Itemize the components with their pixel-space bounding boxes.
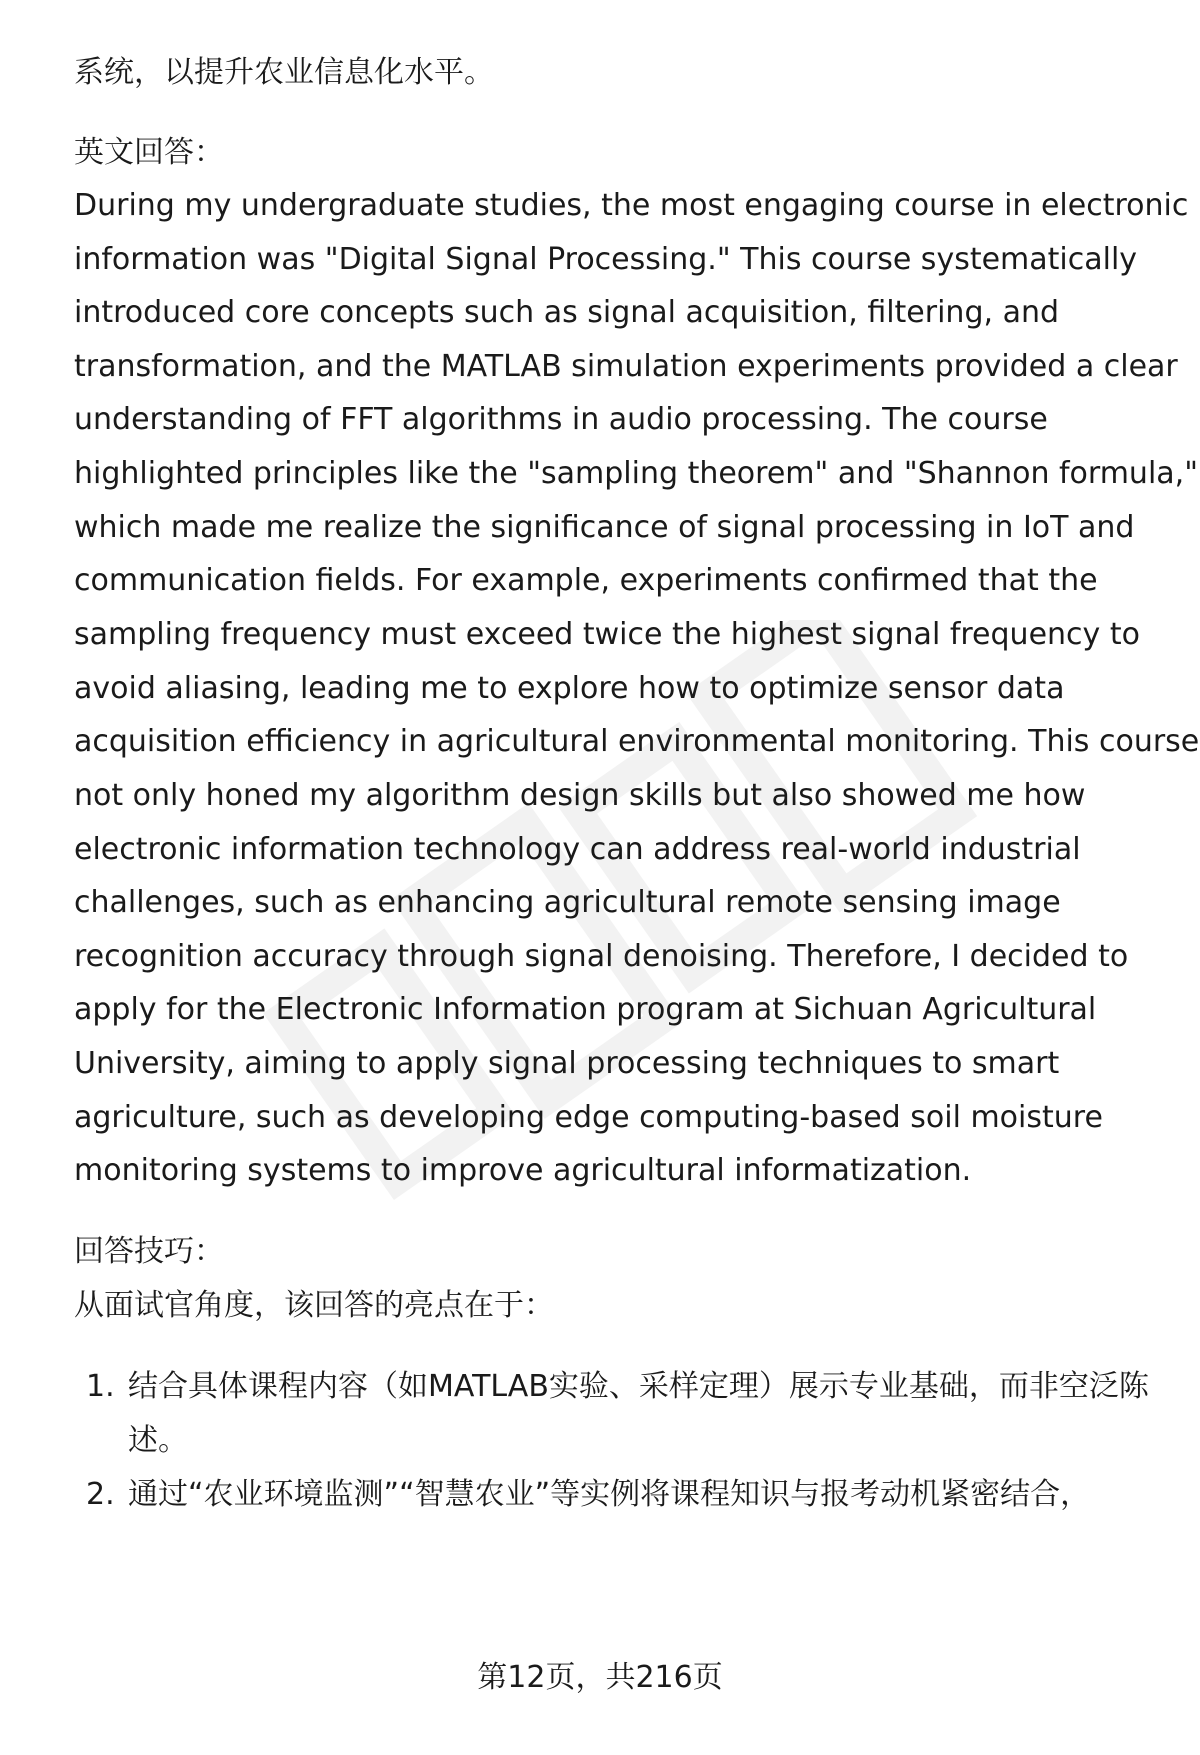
list-item-text-line: 结合具体课程内容（如MATLAB实验、采样定理）展示专业基础，而非空泛陈 [128, 1369, 1149, 1404]
paragraph-line: During my undergraduate studies, the most engaging course in electronic [74, 188, 1189, 223]
paragraph-line: which made me realize the significance of signal processing in IoT and [74, 510, 1135, 545]
paragraph-line: information was "Digital Signal Processing." This course systematically [74, 242, 1138, 277]
paragraph-line: understanding of FFT algorithms in audio processing. The course [74, 402, 1048, 437]
intro-tail-text: 系统，以提升农业信息化水平。 [74, 55, 494, 90]
paragraph-line: electronic information technology can address real-world industrial [74, 832, 1081, 867]
paragraph-line: transformation, and the MATLAB simulation experiments provided a clear [74, 349, 1178, 384]
english-answer-heading: 英文回答： [74, 135, 224, 170]
paragraph-line: apply for the Electronic Information program at Sichuan Agricultural [74, 992, 1097, 1027]
paragraph-line: acquisition efficiency in agricultural environmental monitoring. This course [74, 724, 1200, 759]
tips-heading: 回答技巧： [74, 1234, 224, 1269]
paragraph-line: challenges, such as enhancing agricultural remote sensing image [74, 885, 1061, 920]
paragraph-line: highlighted principles like the "sampling theorem" and "Shannon formula," [74, 456, 1199, 491]
paragraph-line: communication fields. For example, experiments confirmed that the [74, 563, 1098, 598]
page-footer: 第12页，共216页 [477, 1660, 723, 1695]
tips-intro: 从面试官角度，该回答的亮点在于： [74, 1288, 554, 1323]
list-item-number: 2. [86, 1477, 115, 1512]
paragraph-line: not only honed my algorithm design skills but also showed me how [74, 778, 1086, 813]
paragraph-line: University, aiming to apply signal processing techniques to smart [74, 1046, 1060, 1081]
list-item-text-line: 述。 [128, 1423, 188, 1458]
paragraph-line: agriculture, such as developing edge computing-based soil moisture [74, 1100, 1103, 1135]
paragraph-line: sampling frequency must exceed twice the highest signal frequency to [74, 617, 1140, 652]
paragraph-line: avoid aliasing, leading me to explore how to optimize sensor data [74, 671, 1065, 706]
list-item-number: 1. [86, 1369, 115, 1404]
list-item-text-line: 通过“农业环境监测”“智慧农业”等实例将课程知识与报考动机紧密结合， [128, 1477, 1091, 1512]
paragraph-line: introduced core concepts such as signal acquisition, filtering, and [74, 295, 1060, 330]
paragraph-line: recognition accuracy through signal denoising. Therefore, I decided to [74, 939, 1129, 974]
paragraph-line: monitoring systems to improve agricultural informatization. [74, 1153, 972, 1188]
